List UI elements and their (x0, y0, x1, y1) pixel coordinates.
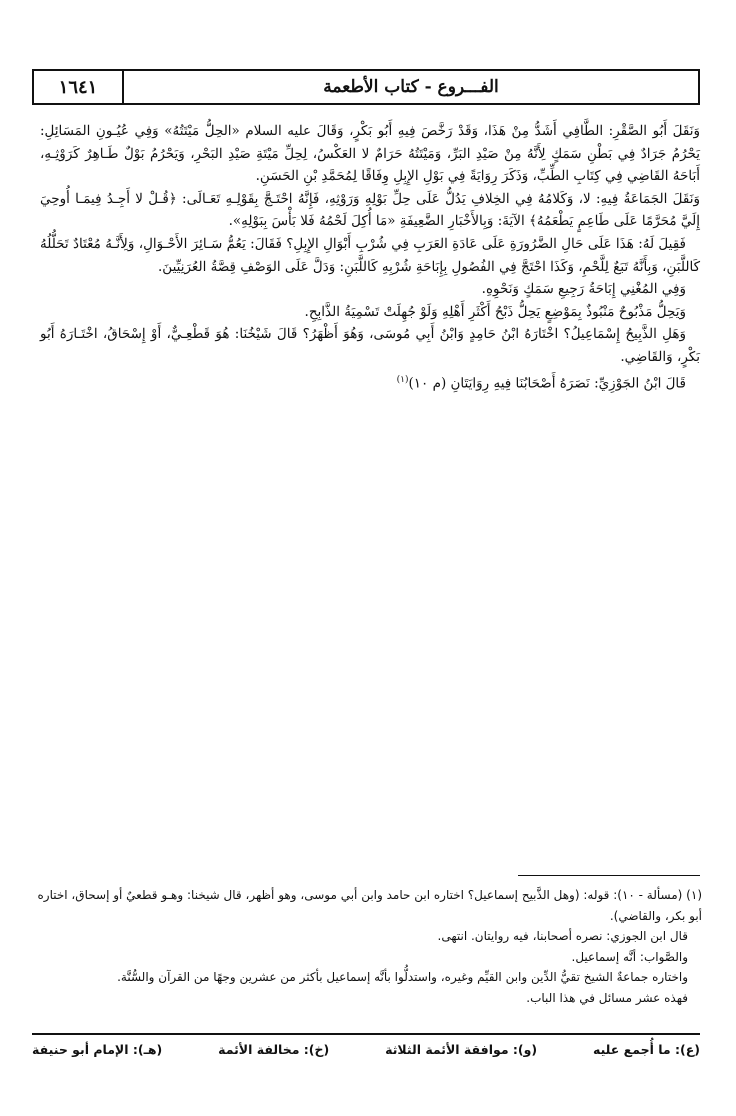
page-number: ١٦٤١ (58, 76, 98, 98)
paragraph: فَقِيلَ لَهُ: هَذَا عَلَى حَالِ الضَّرُورَةِ عَلَى عَادَةِ العَرَبِ فِي شُرْبِ أَبْوَالِ الإِبِلِ؟ فَقَالَ: يَعُمُّ سَـائِرَ الأَحْـوَالِ، وَلِأَنَّـهُ مُعْتَادٌ تَحَلُّلُهُ كَاللَّبَنِ، وَبِأَنَّهُ تَبَعٌ لِلَّحْمِ، وَكَذَا احْتَجَّ فِي الفُصُولِ بِإِبَاحَةِ شُرْبِهِ كَاللَّبَنِ: وَدَلَّ عَلَى الوَصْفِ قِصَّةُ العُرَنِيِّينَ. (40, 235, 700, 275)
footnotes (36, 885, 702, 1008)
main-text (40, 120, 700, 395)
page-header (32, 69, 700, 105)
footnote-line: فهذه عشر مسائل في هذا الباب. (526, 990, 688, 1005)
footnote-line: واختاره جماعةٌ الشيخ تقيُّ الدِّين وابن القيِّم وغيره، واستدلُّوا بأنَّه إسماعيل بأكثر من عشرين وجهًا من القرآن والسُّنَّة. (117, 970, 688, 984)
footnote-line: (١) (مسألة - ١٠): قوله: (وهل الذَّبيح إسماعيل؟ اختاره ابن حامد وابن أبي موسى، وهو أظهر، قال شيخنا: وهـو قطعيٌ أو إسحاق، اختاره أبو بكر، والقاضي). (37, 888, 702, 923)
paragraph-text: قَالَ ابْنُ الجَوْزِيِّ: نَصَرَهُ أَصْحَابُنَا فِيهِ رِوَايَتَانِ (م ١٠) (408, 375, 686, 392)
legend-abu-hanifa: (هـ): الإمام أبو حنيفة (32, 1041, 163, 1057)
legend-three-imams: (و): موافقة الأئمة الثلاثة (385, 1041, 538, 1057)
footnote-marker[interactable]: (١) (396, 374, 409, 385)
paragraph: وَهَلِ الذَّبِيحُ إِسْمَاعِيلُ؟ اخْتَارَهُ ابْنُ حَامِدٍ وَابْنُ أَبِي مُوسَى، وَهُوَ أَظْهَرُ؟ قَالَ شَيْخُنَا: هُوَ قَطْعِـيٌّ، أَوْ إِسْحَاقُ، اخْتَـارَهُ أَبُو بَكْرٍ، وَالقَاضِي. (40, 326, 700, 365)
legend-separator (32, 1033, 700, 1035)
footnote-line: والصَّواب: أنَّه إسماعيل. (571, 949, 688, 964)
footnote-line: قال ابن الجوزي: نصره أصحابنا، فيه روايتان. انتهى. (437, 929, 688, 943)
paragraph-last (40, 369, 700, 395)
paragraph: وَيَحِلُّ مَذْبُوحٌ مَنْبُوذٌ بِمَوْضِعٍ يَحِلُّ ذَبْحُ أَكْثَرِ أَهْلِهِ وَلَوْ جُهِلَتْ تَسْمِيَةُ الذَّابِحِ. (304, 303, 686, 320)
legend-ijma: (ع): ما أُجمع عليه (593, 1041, 700, 1057)
symbol-legend (32, 1037, 700, 1061)
paragraph: وَنَقَلَ أَبُو الصَّقْرِ: الطَّافِي أَشَدُّ مِنْ هَذَا، وَقَدْ رَخَّصَ فِيهِ أَبُو بَكْرٍ، وَقَالَ عليه السلام «الحِلُّ مَيْتَتُهُ» وَفِي عُيُـونِ المَسَائِلِ: يَحْرُمُ جَرَادٌ فِي بَطْنِ سَمَكٍ لِأَنَّهُ مِنْ صَيْدِ البَرِّ، وَمَيْتَتُهُ حَرَامٌ لا العَكْسُ، لِحِلِّ مَيْتَةِ صَيْدِ البَحْرِ، وَيَحْرُمُ بَوْلٌ طَـاهِرٌ كَرَوْثِـهِ، أَبَاحَهُ القَاضِي فِي كِتَابِ الطِّبِّ، وَذَكَرَ رِوَايَةً فِي بَوْلِ الإِبِلِ وِفَاقًا لِمُحَمَّدِ بْنِ الحَسَنِ. (40, 123, 700, 185)
paragraph: وَفِي المُغْنِي إِبَاحَةُ رَجِيعِ سَمَكٍ وَنَحْوِهِ. (481, 281, 686, 298)
footnote-separator (518, 875, 700, 876)
legend-dissent: (خ): مخالفة الأئمة (218, 1041, 330, 1057)
paragraph: وَنَقَلَ الجَمَاعَةُ فِيهِ: لا، وَكَلامُهُ فِي الخِلافِ يَدُلُّ عَلَى حِلِّ بَوْلِهِ وَرَوْثِهِ، فَإِنَّهُ احْتَـجَّ بِقَوْلِـهِ تَعَـالَى: ﴿قُـلْ لا أَجِـدُ فِيمَـا أُوحِيَ إِلَيَّ مُحَرَّمًا عَلَى طَاعِمٍ يَطْعَمُهُ﴾ الآيَةَ: وَبِالأَخْبَارِ الضَّعِيفَةِ «مَا أُكِلَ لَحْمُهُ فَلا بَأْسَ بِبَوْلِهِ». (40, 190, 700, 230)
running-title: الفـــروع - كتاب الأطعمة (323, 77, 499, 97)
